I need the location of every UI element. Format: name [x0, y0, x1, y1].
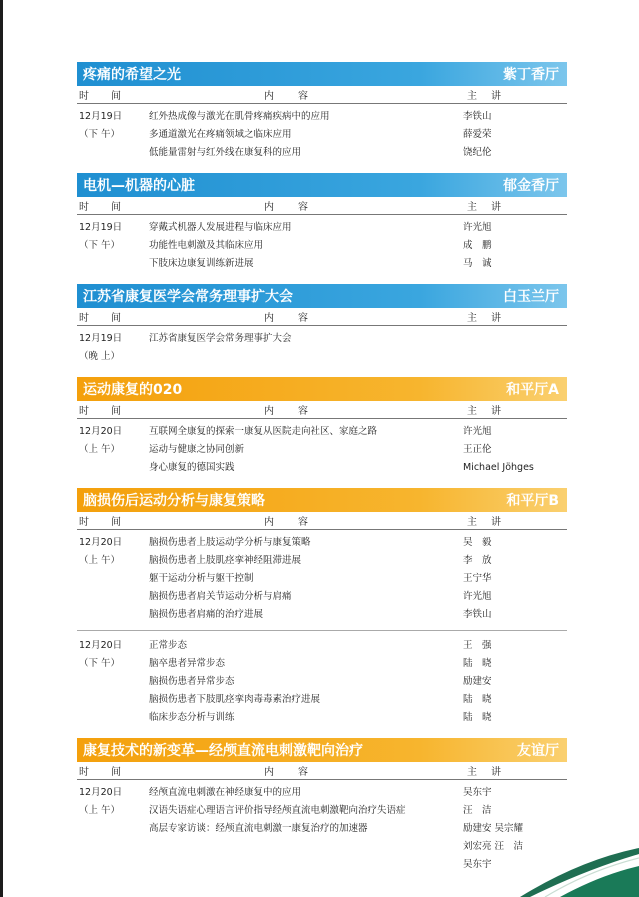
row-topic: 互联网全康复的探索一康复从医院走向社区、家庭之路 [149, 426, 378, 437]
left-edge-rule [0, 0, 3, 897]
schedule-row [149, 219, 567, 237]
row-speaker: 王 强 [463, 640, 492, 651]
column-content-label: 内容 [264, 313, 332, 324]
row-topic: 穿戴式机器人发展进程与临床应用 [149, 222, 292, 233]
schedule-row [149, 534, 567, 552]
session-banner [77, 284, 567, 308]
row-topic: 低能量雷射与红外线在康复科的应用 [149, 147, 302, 158]
column-header [77, 512, 567, 530]
session-banner [77, 62, 567, 86]
time-block [77, 530, 567, 628]
column-speaker-label: 主讲 [467, 767, 515, 778]
row-topic: 身心康复的德国实践 [149, 462, 235, 473]
row-speaker: 薛爱荣 [463, 129, 492, 140]
schedule-row [149, 784, 567, 802]
time-block [77, 326, 567, 370]
session-title: 疼痛的希望之光 [83, 67, 181, 83]
schedule-row [149, 820, 567, 838]
row-speaker: 陆 晓 [463, 712, 492, 723]
column-header [77, 197, 567, 215]
row-topic: 汉语失语症心理语言评价指导经颅直流电刺激靶向治疗失语症 [149, 805, 406, 816]
row-speaker: 吴东宇 [463, 787, 492, 798]
column-content-label: 内容 [264, 91, 332, 102]
schedule-row [149, 108, 567, 126]
row-topic: 脑损伤患者下肢肌痉挛肉毒毒素治疗进展 [149, 694, 321, 705]
row-topic: 经颅直流电刺激在神经康复中的应用 [149, 787, 302, 798]
block-date: 12月20日 [79, 787, 123, 798]
schedule-row [149, 348, 567, 366]
row-speaker: 许光旭 [463, 426, 492, 437]
schedule-row [149, 330, 567, 348]
session-banner [77, 173, 567, 197]
row-speaker: 刘宏亮 汪 洁 [463, 841, 524, 852]
column-content-label: 内容 [264, 202, 332, 213]
row-topic: 脑损伤患者异常步态 [149, 676, 235, 687]
block-period: （下 午） [79, 129, 121, 140]
time-block [77, 215, 567, 277]
row-speaker: Michael Jöhges [463, 462, 534, 473]
block-date: 12月19日 [79, 111, 123, 122]
column-content-label: 内容 [264, 767, 332, 778]
column-time-label: 时间 [79, 517, 143, 528]
block-date: 12月19日 [79, 222, 123, 233]
row-topic: 脑损伤患者上肢运动学分析与康复策略 [149, 537, 311, 548]
session-banner [77, 738, 567, 762]
row-topic: 脑卒患者异常步态 [149, 658, 226, 669]
row-speaker: 王正伦 [463, 444, 492, 455]
block-period: （上 午） [79, 444, 121, 455]
column-time-label: 时间 [79, 202, 143, 213]
row-topic: 正常步态 [149, 640, 188, 651]
block-period: （上 午） [79, 805, 121, 816]
row-speaker: 陆 晓 [463, 694, 492, 705]
session-title: 康复技术的新变革—经颅直流电刺激靶向治疗 [83, 743, 363, 759]
row-speaker: 成 鹏 [463, 240, 492, 251]
block-date: 12月19日 [79, 333, 123, 344]
session-hall: 白玉兰厅 [503, 289, 559, 305]
column-speaker-label: 主讲 [467, 91, 515, 102]
column-speaker-label: 主讲 [467, 517, 515, 528]
block-time [77, 784, 149, 874]
session-section [77, 173, 567, 277]
schedule-row [149, 856, 567, 874]
row-speaker: 励建安 吴宗耀 [463, 823, 524, 834]
row-speaker: 马 诚 [463, 258, 492, 269]
row-speaker: 李 放 [463, 555, 492, 566]
row-topic: 江苏省康复医学会常务理事扩大会 [149, 333, 292, 344]
column-speaker-label: 主讲 [467, 313, 515, 324]
schedule-row [149, 255, 567, 273]
block-period: （下 午） [79, 658, 121, 669]
column-header [77, 308, 567, 326]
schedule-row [149, 552, 567, 570]
column-header [77, 762, 567, 780]
row-topic: 运动与健康之协同创新 [149, 444, 245, 455]
session-hall: 郁金香厅 [503, 178, 559, 194]
column-time-label: 时间 [79, 767, 143, 778]
row-speaker: 吴东宇 [463, 859, 492, 870]
time-block [77, 630, 567, 731]
block-time [77, 637, 149, 727]
session-title: 江苏省康复医学会常务理事扩大会 [83, 289, 293, 305]
schedule-row [149, 126, 567, 144]
schedule-row [149, 441, 567, 459]
schedule-row [149, 838, 567, 856]
schedule-row [149, 588, 567, 606]
session-title: 运动康复的020 [83, 382, 183, 398]
column-content-label: 内容 [264, 517, 332, 528]
column-time-label: 时间 [79, 313, 143, 324]
schedule-row [149, 423, 567, 441]
column-speaker-label: 主讲 [467, 406, 515, 417]
session-section [77, 738, 567, 878]
schedule-row [149, 237, 567, 255]
block-period: （下 午） [79, 240, 121, 251]
schedule-page [77, 62, 567, 885]
row-speaker: 李铁山 [463, 111, 492, 122]
session-section [77, 377, 567, 481]
block-time [77, 108, 149, 162]
block-time [77, 534, 149, 624]
row-topic: 脑损伤患者肩关节运动分析与肩痛 [149, 591, 292, 602]
block-date: 12月20日 [79, 426, 123, 437]
column-time-label: 时间 [79, 91, 143, 102]
session-banner [77, 488, 567, 512]
schedule-row [149, 673, 567, 691]
row-speaker: 许光旭 [463, 591, 492, 602]
block-period: （上 午） [79, 555, 121, 566]
row-topic [149, 856, 463, 874]
schedule-row [149, 606, 567, 624]
session-hall: 和平厅B [506, 493, 559, 509]
time-block [77, 104, 567, 166]
session-section [77, 284, 567, 370]
session-hall: 和平厅A [506, 382, 559, 398]
schedule-row [149, 655, 567, 673]
column-time-label: 时间 [79, 406, 143, 417]
block-time [77, 219, 149, 273]
row-topic: 功能性电刺激及其临床应用 [149, 240, 264, 251]
corner-swoosh-decoration [520, 840, 639, 897]
time-block [77, 780, 567, 878]
session-hall: 紫丁香厅 [503, 67, 559, 83]
schedule-row [149, 709, 567, 727]
row-speaker: 李铁山 [463, 609, 492, 620]
session-hall: 友谊厅 [517, 743, 559, 759]
schedule-row [149, 637, 567, 655]
row-topic: 红外热成像与激光在肌骨疼痛疾病中的应用 [149, 111, 330, 122]
row-speaker: 吴 毅 [463, 537, 492, 548]
schedule-row [149, 802, 567, 820]
schedule-row [149, 459, 567, 477]
row-speaker: 饶纪伦 [463, 147, 492, 158]
block-date: 12月20日 [79, 640, 123, 651]
session-title: 电机—机器的心脏 [83, 178, 195, 194]
row-topic: 脑损伤患者肩痛的治疗进展 [149, 609, 264, 620]
column-header [77, 401, 567, 419]
row-speaker: 许光旭 [463, 222, 492, 233]
column-content-label: 内容 [264, 406, 332, 417]
row-topic: 多通道激光在疼痛领域之临床应用 [149, 129, 292, 140]
session-banner [77, 377, 567, 401]
row-topic [149, 348, 463, 366]
block-time [77, 423, 149, 477]
row-speaker: 汪 洁 [463, 805, 492, 816]
block-period: （晚 上） [79, 351, 121, 362]
row-speaker: 王宁华 [463, 573, 492, 584]
row-topic [149, 838, 463, 856]
row-topic: 下肢床边康复训练新进展 [149, 258, 254, 269]
row-topic: 临床步态分析与训练 [149, 712, 235, 723]
session-section [77, 488, 567, 731]
time-block [77, 419, 567, 481]
row-speaker: 陆 晓 [463, 658, 492, 669]
schedule-row [149, 144, 567, 162]
row-topic: 躯干运动分析与躯干控制 [149, 573, 254, 584]
column-speaker-label: 主讲 [467, 202, 515, 213]
session-title: 脑损伤后运动分析与康复策略 [83, 493, 265, 509]
row-topic: 高层专家访谈：经颅直流电刺激一康复治疗的加速器 [149, 823, 368, 834]
schedule-row [149, 570, 567, 588]
row-topic: 脑损伤患者上肢肌痉挛神经阻滞进展 [149, 555, 302, 566]
column-header [77, 86, 567, 104]
block-time [77, 330, 149, 366]
row-speaker: 励建安 [463, 676, 492, 687]
block-date: 12月20日 [79, 537, 123, 548]
schedule-row [149, 691, 567, 709]
session-section [77, 62, 567, 166]
